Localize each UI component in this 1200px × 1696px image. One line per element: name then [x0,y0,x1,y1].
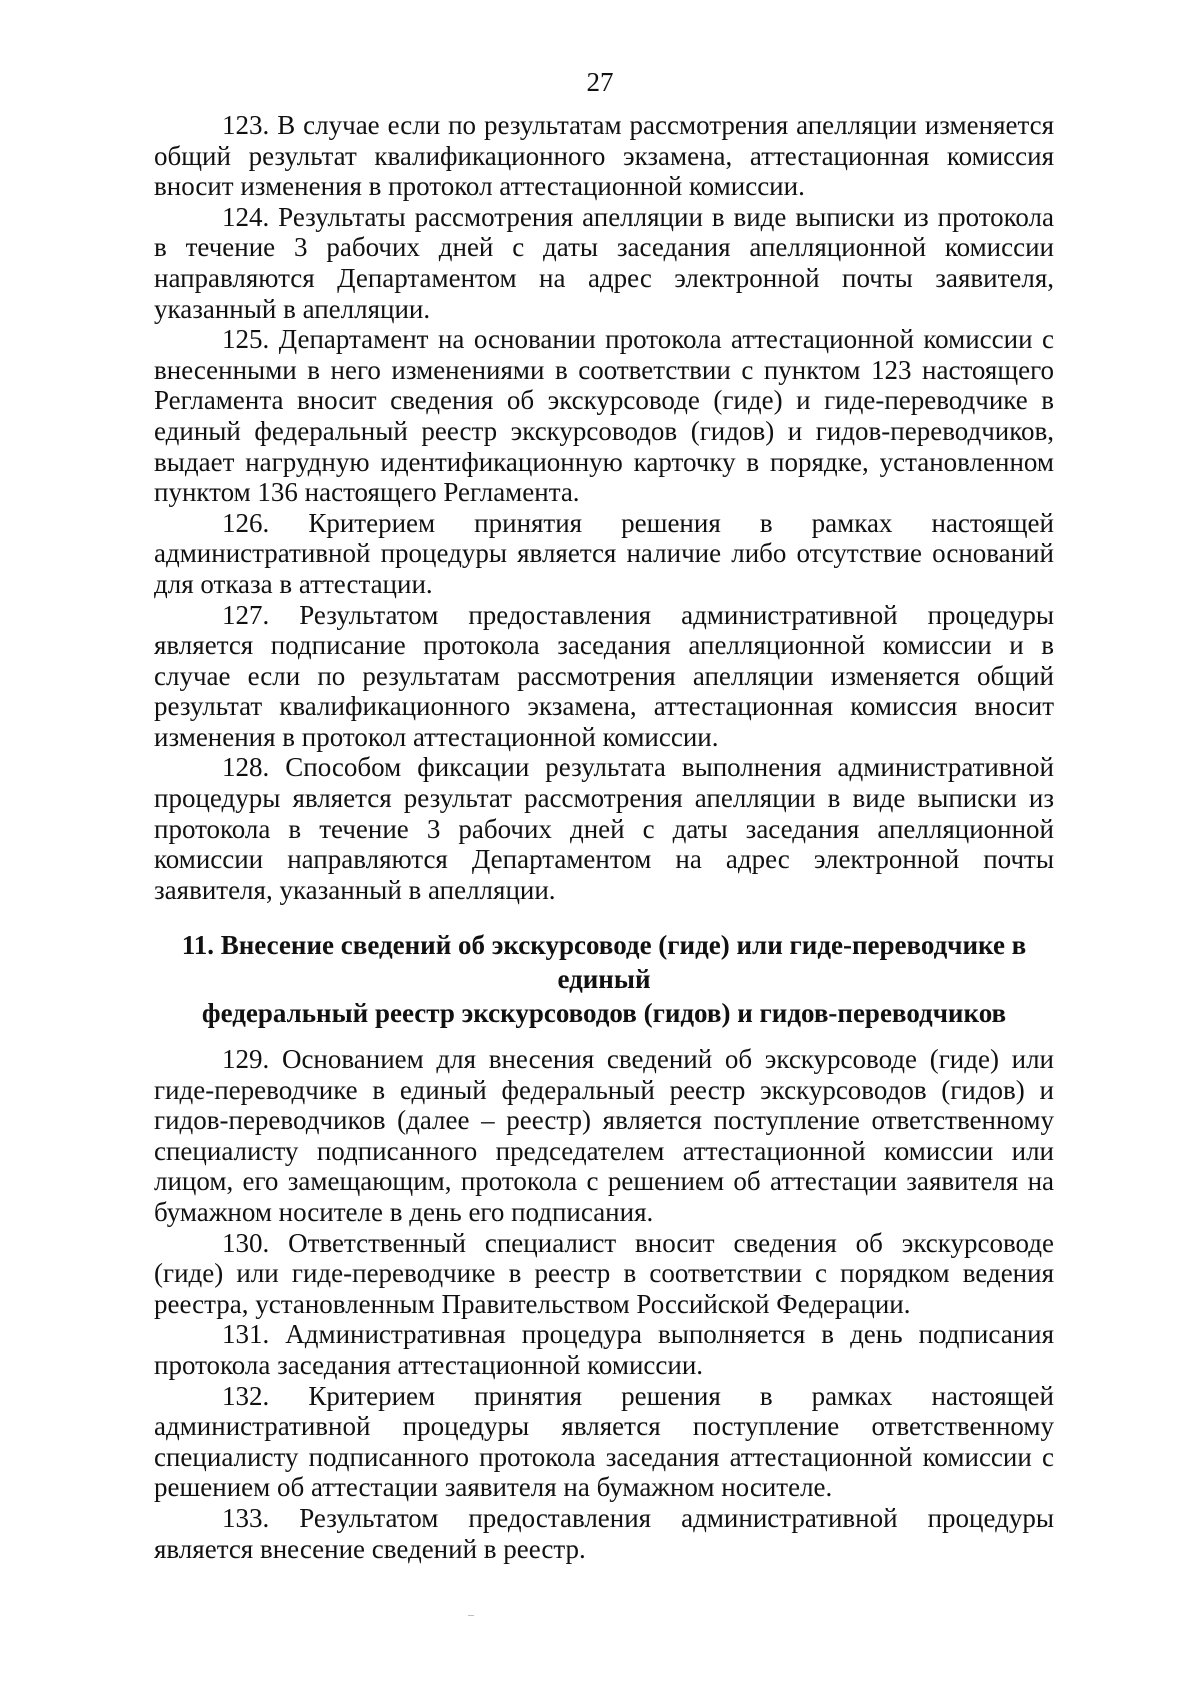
paragraph-text: В случае если по результатам рассмотрения апелляции изменяется общий результат квалификационного экзамена, аттестационная комиссия вносит изменения в протокол аттестационной комиссии. [154,110,1055,202]
paragraph-number: 129. [222,1044,270,1074]
paragraph-number: 130. [222,1227,270,1258]
paragraph-number: 125. [222,324,270,355]
scan-artifact [468,1615,474,1616]
paragraph-123 [154,110,1054,202]
paragraph-number: 133. [222,1502,270,1533]
paragraph-127 [154,600,1054,753]
paragraph-124 [154,202,1054,324]
paragraph-132 [154,1381,1054,1503]
paragraph-number: 124. [222,201,270,232]
paragraph-126 [154,508,1054,600]
paragraph-list [154,1044,1054,1564]
paragraph-text: Результатом предоставления административной процедуры является подписание протокола заседания апелляционной комиссии и в случае если по результатам рассмотрения апелляции изменяется общий результат квалификационного экзамена, аттестационная комиссия вносит изменения в протокол аттестационной комиссии. [154,599,1054,752]
paragraph-number: 128. [222,752,270,783]
paragraph-number: 126. [222,507,270,538]
paragraph-128 [154,752,1054,905]
page-number: 27 [586,67,614,97]
section-heading-line-1: 11. Внесение сведений об экскурсоводе (гиде) или гиде-переводчике в единый [181,930,1027,994]
paragraph-number: 127. [222,599,270,630]
section-heading-line-2: федеральный реестр экскурсоводов (гидов) и гидов-переводчиков [201,998,1007,1028]
paragraph-text: Ответственный специалист вносит сведения об экскурсоводе (гиде) или гиде-переводчике в реестр в соответствии с порядком ведения реестра, установленным Правительством Российской Федерации. [154,1227,1054,1319]
paragraph-130 [154,1228,1054,1320]
paragraph-text: Результаты рассмотрения апелляции в виде выписки из протокола в течение 3 рабочих дней с даты заседания апелляционной комиссии направляются Департаментом на адрес электронной почты заявителя, указанный в апелляции. [154,201,1055,324]
paragraph-text: Способом фиксации результата выполнения административной процедуры является результат рассмотрения апелляции в виде выписки из протокола в течение 3 рабочих дней с даты заседания апелляционной комиссии направляются Департаментом на адрес электронной почты заявителя, указанный в апелляции. [154,752,1055,905]
paragraph-text: Основанием для внесения сведений об экскурсоводе (гиде) или гиде-переводчике в единый федеральный реестр экскурсоводов (гидов) и гидов-переводчиков (далее – реестр) является поступление ответственному специалисту подписанного председателем аттестационной комиссии или лицом, его замещающим, протокола с решением об аттестации заявителя на бумажном носителе в день его подписания. [154,1044,1055,1227]
paragraph-text: Критерием принятия решения в рамках настоящей административной процедуры является поступление ответственному специалисту подписанного протокола заседания аттестационной комиссии с решением об аттестации заявителя на бумажном носителе. [154,1380,1054,1503]
paragraph-list [154,110,1054,905]
paragraph-number: 131. [222,1319,270,1350]
paragraph-text: Результатом предоставления административной процедуры является внесение сведений в реестр. [154,1502,1054,1564]
paragraph-text: Критерием принятия решения в рамках настоящей административной процедуры является наличие либо отсутствие оснований для отказа в аттестации. [154,507,1054,599]
paragraph-text: Департамент на основании протокола аттестационной комиссии с внесенными в него изменениями в соответствии с пунктом 123 настоящего Регламента вносит сведения об экскурсоводе (гиде) и гиде-переводчике в единый федеральный реестр экскурсоводов (гидов) и гидов-переводчиков, выдает нагрудную идентификационную карточку в порядке, установленном пунктом 136 настоящего Регламента. [154,324,1055,508]
paragraph-text: Административная процедура выполняется в день подписания протокола заседания аттестационной комиссии. [154,1319,1054,1380]
paragraph-133 [154,1503,1054,1564]
paragraph-number: 123. [222,110,270,140]
paragraph-125 [154,324,1054,508]
paragraph-131 [154,1319,1054,1380]
paragraph-number: 132. [222,1380,270,1411]
section-heading [154,928,1054,1030]
paragraph-129 [154,1044,1054,1228]
